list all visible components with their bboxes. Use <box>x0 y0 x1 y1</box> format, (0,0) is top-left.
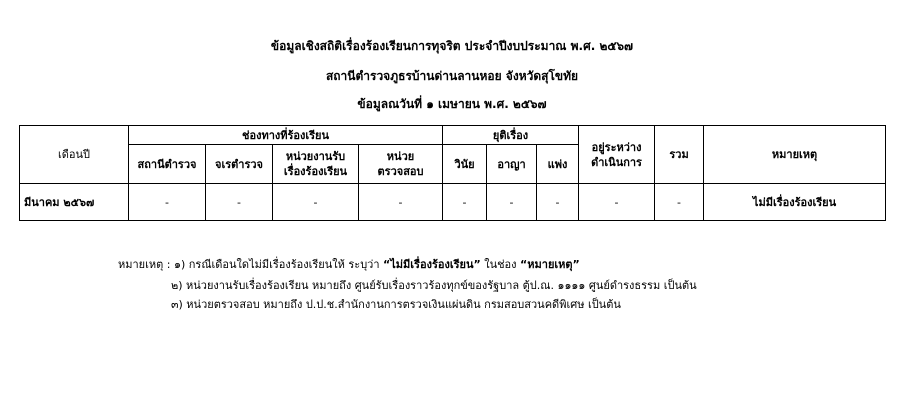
note-3: ๓) หน่วยตรวจสอบ หมายถึง ป.ป.ช.สำนักงานการตรวจเงินแผ่นดิน กรมสอบสวนคดีพิเศษ เป็นต้น <box>171 298 621 311</box>
document-title: ข้อมูลเชิงสถิติเรื่องร้องเรียนการทุจริต ประจำปีงบประมาณ พ.ศ. ๒๕๖๗ <box>270 39 634 53</box>
header-channel-station: สถานีตำรวจ <box>129 145 206 184</box>
cell-officer: - <box>206 184 273 221</box>
header-month: เดือนปี <box>20 126 129 184</box>
cell-audit: - <box>359 184 443 221</box>
header-resolved: ยุติเรื่อง <box>443 126 579 145</box>
header-channel-agency-line-1: หน่วยงานรับ <box>285 150 346 163</box>
header-total: รวม <box>655 126 704 184</box>
cell-discipline: - <box>443 184 487 221</box>
header-channel-audit <box>359 145 443 184</box>
cell-civil: - <box>537 184 579 221</box>
header-channels: ช่องทางที่ร้องเรียน <box>129 126 443 145</box>
header-resolved-discipline: วินัย <box>443 145 487 184</box>
header-resolved-civil: แพ่ง <box>537 145 579 184</box>
data-date: ข้อมูลณวันที่ ๑ เมษายน พ.ศ. ๒๕๖๗ <box>357 97 547 111</box>
note-2: ๒) หน่วยงานรับเรื่องร้องเรียน หมายถึง ศูนย์รับเรื่องราวร้องทุกข์ของรัฐบาล ตู้ป.ณ. ๑๑๑๑ ศูนย์ดำรงธรรม เป็นต้น <box>171 279 697 292</box>
station-name: สถานีตำรวจภูธรบ้านด่านลานหอย จังหวัดสุโขทัย <box>325 69 579 83</box>
cell-criminal: - <box>487 184 537 221</box>
cell-in-progress: - <box>579 184 655 221</box>
table-row <box>20 184 886 221</box>
note-1-quote-remark: “หมายเหตุ” <box>520 258 580 271</box>
header-in-progress-line-1: อยู่ระหว่าง <box>591 140 642 154</box>
header-channel-agency-line-2: เรื่องร้องเรียน <box>283 165 348 178</box>
cell-remark: ไม่มีเรื่องร้องเรียน <box>704 184 886 221</box>
complaint-statistics-table <box>19 125 886 221</box>
header-channel-agency <box>273 145 359 184</box>
header-in-progress <box>579 126 655 184</box>
header-channel-officer: จเรตำรวจ <box>206 145 273 184</box>
note-1-middle: ในช่อง <box>480 258 521 271</box>
note-1-prefix: หมายเหตุ : ๑) กรณีเดือนใดไม่มีเรื่องร้องเรียนให้ ระบุว่า <box>118 258 384 271</box>
header-remark: หมายเหตุ <box>704 126 886 184</box>
cell-station: - <box>129 184 206 221</box>
cell-agency: - <box>273 184 359 221</box>
note-1 <box>118 257 580 272</box>
header-resolved-criminal: อาญา <box>487 145 537 184</box>
header-in-progress-line-2: ดำเนินการ <box>591 155 642 169</box>
table-header-row <box>20 126 886 145</box>
header-channel-audit-line-2: ตรวจสอบ <box>377 165 424 178</box>
cell-total: - <box>655 184 704 221</box>
cell-month: มีนาคม ๒๕๖๗ <box>20 184 129 221</box>
header-channel-audit-line-1: หน่วย <box>386 150 415 163</box>
note-1-quote-no-complaint: “ไม่มีเรื่องร้องเรียน” <box>383 258 481 271</box>
